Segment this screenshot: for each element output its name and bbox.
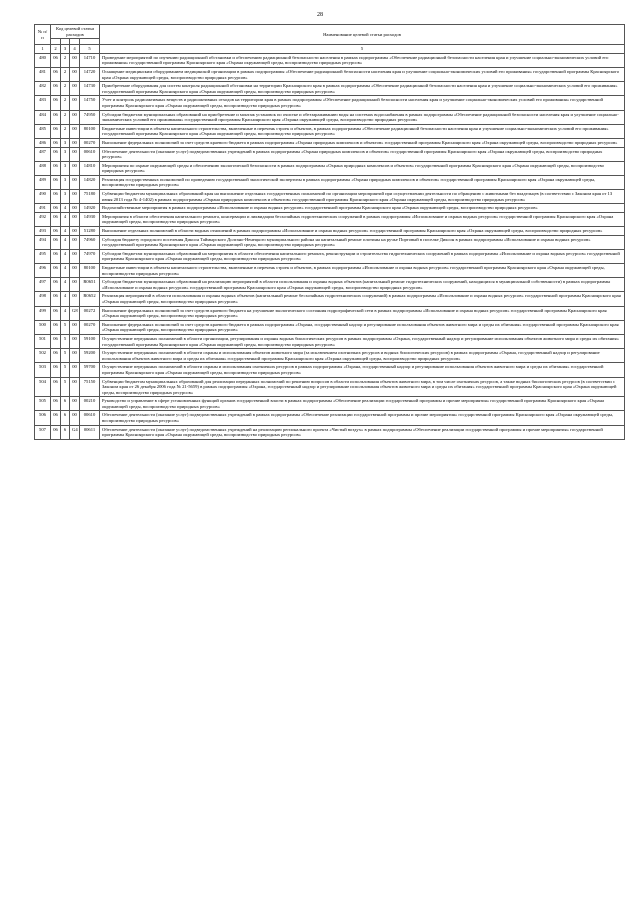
row-name: Приобретение оборудования для систем контроля радиационной обстановки на территории Красноярского края в рамках подпрограммы «Обеспечение радиационной безопасности населения края и улучшение социально-экономических условий его проживания» государственной программы Красноярского края «Охрана окружающей среды, воспроизводство природных ресурсов» (100, 82, 625, 96)
code-direction: 14930 (80, 212, 100, 226)
row-number: 496 (35, 264, 51, 278)
code-direction: 74960 (80, 235, 100, 249)
row-number: 481 (35, 67, 51, 81)
code-subprogram: 5 (61, 349, 70, 363)
table-row (35, 377, 625, 397)
code-project: 00 (70, 264, 80, 278)
code-direction: 59200 (80, 349, 100, 363)
code-project: 00 (70, 278, 80, 292)
code-program: 06 (51, 278, 61, 292)
code-subprogram: 3 (61, 175, 70, 189)
row-number: 485 (35, 124, 51, 138)
code-project: 00 (70, 147, 80, 161)
code-direction: 14810 (80, 161, 100, 175)
code-subprogram: 4 (61, 249, 70, 263)
code-program: 06 (51, 377, 61, 397)
code-subprogram: 4 (61, 204, 70, 213)
table-row (35, 411, 625, 425)
row-name: Водохозяйственные мероприятия в рамках подпрограммы «Использование и охрана водных ресурсов» государственной программы Красноярского края «Охрана окружающей среды, воспроизводство природных ресурсов» (100, 204, 625, 213)
row-number: 495 (35, 249, 51, 263)
row-name: Выполнение федеральных полномочий за счет средств краевого бюджета в рамках подпрограммы «Охрана, государственный надзор и регулирование использования объектов животного мира и среды их обитания» государственной программы Красноярского края «Охрана окружающей среды, воспроизводство природных ресурсов» (100, 320, 625, 334)
row-number: 491 (35, 204, 51, 213)
code-subprogram: 4 (61, 227, 70, 236)
row-name: Субсидия бюджету городского поселения Диксон Таймырского Долгано-Ненецкого муниципального района на капитальный ремонт плотины на ручье Портовый в поселке Диксон в рамках подпрограммы «Использование и охрана водных ресурсов» государственной программы Красноярского края «Охрана окружающей среды, воспроизводство природных ресурсов» (100, 235, 625, 249)
code-subprogram: 5 (61, 377, 70, 397)
row-number: 505 (35, 397, 51, 411)
row-name: Бюджетные инвестиции в объекты капитального строительства, включенные в перечень строек и объектов, в рамках подпрограммы «Использование и охрана водных ресурсов» государственной программы Красноярского края «Охрана окружающей среды, воспроизводство природных ресурсов» (100, 264, 625, 278)
row-name: Руководство и управление в сфере установленных функций органов государственной власти в рамках подпрограммы «Обеспечение реализации государственной программы и прочие мероприятия» государственной программы Красноярского края «Охрана окружающей среды, воспроизводство природных ресурсов» (100, 397, 625, 411)
table-row (35, 138, 625, 147)
col-number: 3 (61, 45, 70, 54)
table-row (35, 320, 625, 334)
row-number: 492 (35, 212, 51, 226)
row-name: Субсидии бюджетам муниципальных образований на реализацию мероприятий в области использования и охраны водных объектов (капитальный ремонт гидротехнических сооружений, находящихся в муниципальной собственности) в рамках подпрограммы «Использование и охрана водных ресурсов» государственной программы Красноярского края «Охрана окружающей среды, воспроизводство природных ресурсов» (100, 278, 625, 292)
code-project: G8 (70, 306, 80, 320)
code-program: 06 (51, 334, 61, 348)
code-project: 00 (70, 161, 80, 175)
table-row (35, 363, 625, 377)
code-project: 00 (70, 377, 80, 397)
code-direction: R0652 (80, 292, 100, 306)
row-number: 507 (35, 425, 51, 439)
row-name: Обеспечение деятельности (оказание услуг) подведомственных учреждений на реализацию регионального проекта «Чистый воздух» в рамках подпрограммы «Обеспечение реализации государственной программы и прочие мероприятия» государственной программы Красноярского края «Охрана окружающей среды, воспроизводство природных ресурсов» (100, 425, 625, 439)
table-row (35, 53, 625, 67)
code-subprogram: 6 (61, 397, 70, 411)
code-program: 06 (51, 110, 61, 124)
table-row (35, 264, 625, 278)
row-name: Учет и контроль радиоактивных веществ и радиоактивных отходов на территории края в рамках подпрограммы «Обеспечение радиационной безопасности населения края и улучшение социально-экономических условий его проживания» государственной программы Красноярского края «Охрана окружающей среды, воспроизводство природных ресурсов» (100, 96, 625, 110)
code-direction: 74950 (80, 110, 100, 124)
table-row (35, 147, 625, 161)
row-name: Мероприятия по охране окружающей среды и обеспечению экологической безопасности в рамках подпрограммы «Охрана природных комплексов и объектов» государственной программы Красноярского края «Охрана окружающей среды, воспроизводство природных ресурсов» (100, 161, 625, 175)
code-program: 06 (51, 82, 61, 96)
code-subprogram: 4 (61, 212, 70, 226)
code-project: 00 (70, 227, 80, 236)
column-header-name: Наименование целевой статьи расходов (100, 25, 625, 45)
code-direction: 00611 (80, 425, 100, 439)
code-program: 06 (51, 249, 61, 263)
code-project: 00 (70, 411, 80, 425)
code-project: 00 (70, 110, 80, 124)
code-project: 00 (70, 204, 80, 213)
row-name: Выполнение отдельных полномочий в области водных отношений в рамках подпрограммы «Использование и охрана водных ресурсов» государственной программы Красноярского края «Охрана окружающей среды, воспроизводство природных ресурсов» (100, 227, 625, 236)
row-number: 494 (35, 235, 51, 249)
code-project: 00 (70, 124, 80, 138)
table-row (35, 212, 625, 226)
code-program: 06 (51, 264, 61, 278)
code-direction: 74970 (80, 249, 100, 263)
table-row (35, 82, 625, 96)
row-name: Осуществление переданных полномочий в области охраны и использования охотничьих ресурсов в рамках подпрограммы «Охрана, государственный надзор и регулирование использования объектов животного мира и среды их обитания» государственной программы Красноярского края «Охрана окружающей среды, воспроизводство природных ресурсов» (100, 363, 625, 377)
code-program: 06 (51, 67, 61, 81)
code-program: 06 (51, 147, 61, 161)
row-name: Осуществление переданных полномочий в области организации, регулирования и охраны водных биологических ресурсов в рамках подпрограммы «Охрана, государственный надзор и регулирование использования объектов животного мира и среды их обитания» государственной программы Красноярского края «Охрана окружающей среды, воспроизводство природных ресурсов» (100, 334, 625, 348)
code-subprogram: 2 (61, 67, 70, 81)
code-subprogram: 2 (61, 96, 70, 110)
code-direction: 51280 (80, 227, 100, 236)
row-number: 484 (35, 110, 51, 124)
code-subprogram: 3 (61, 161, 70, 175)
code-project: G4 (70, 425, 80, 439)
code-program: 06 (51, 425, 61, 439)
code-program: 06 (51, 235, 61, 249)
row-name: Субвенции бюджетам муниципальных образований для реализации переданных полномочий по решению вопросов в области использования объектов животного мира, в том числе охотничьих ресурсов, а также водных биологических ресурсов (в соответствии с Законом края от 26 декабря 2006 года № 21-5659) в рамках подпрограммы «Охрана, государственный надзор и регулирование использования объектов животного мира и среды их обитания» государственной программы Красноярского края «Охрана окружающей среды, воспроизводство природных ресурсов» (100, 377, 625, 397)
code-subprogram: 4 (61, 264, 70, 278)
code-direction: 14820 (80, 175, 100, 189)
code-subprogram: 2 (61, 82, 70, 96)
code-project: 00 (70, 53, 80, 67)
code-project: 00 (70, 363, 80, 377)
code-project: 00 (70, 96, 80, 110)
code-subprogram: 4 (61, 235, 70, 249)
code-direction: 14920 (80, 204, 100, 213)
row-name: Субсидии бюджетам муниципальных образований на мероприятия в области обеспечения капитального ремонта, реконструкции и строительства гидротехнических сооружений в рамках подпрограммы «Использование и охрана водных ресурсов» государственной программы Красноярского края «Охрана окружающей среды, воспроизводство природных ресурсов» (100, 249, 625, 263)
col-number: 5 (100, 45, 625, 54)
row-number: 502 (35, 349, 51, 363)
code-program: 06 (51, 363, 61, 377)
code-direction: 14730 (80, 82, 100, 96)
code-direction: 80100 (80, 124, 100, 138)
row-name: Субвенции бюджетам муниципальных образований края на выполнение отдельных государственных полномочий по организации мероприятий при осуществлении деятельности по обращению с животными без владельцев (в соответствии с Законом края от 13 июня 2013 года № 4-1402) в рамках подпрограммы «Охрана природных комплексов и объектов» государственной программы Красноярского края «Охрана окружающей среды, воспроизводство природных ресурсов» (100, 190, 625, 204)
code-direction: 00610 (80, 411, 100, 425)
row-number: 489 (35, 175, 51, 189)
table-row (35, 349, 625, 363)
row-number: 490 (35, 190, 51, 204)
col-number: 4 (70, 45, 80, 54)
code-subprogram: 4 (61, 292, 70, 306)
code-project: 00 (70, 235, 80, 249)
row-number: 480 (35, 53, 51, 67)
code-project: 00 (70, 212, 80, 226)
row-number: 483 (35, 96, 51, 110)
code-project: 00 (70, 334, 80, 348)
code-subprogram: 2 (61, 124, 70, 138)
code-subprogram: 3 (61, 138, 70, 147)
code-program: 06 (51, 53, 61, 67)
code-project: 00 (70, 349, 80, 363)
code-project: 00 (70, 397, 80, 411)
code-subprogram: 4 (61, 278, 70, 292)
code-project: 00 (70, 82, 80, 96)
code-program: 06 (51, 175, 61, 189)
row-number: 482 (35, 82, 51, 96)
target-items-table (34, 24, 625, 440)
code-subprogram: 6 (61, 425, 70, 439)
row-name: Выполнение федеральных полномочий за счет средств краевого бюджета на улучшение экологического состояния гидрографической сети в рамках подпрограммы «Использование и охрана водных ресурсов» государственной программы Красноярского края «Охрана окружающей среды, воспроизводство природных ресурсов» (100, 306, 625, 320)
table-body (35, 53, 625, 439)
row-name: Субсидии бюджетам муниципальных образований на приобретение и монтаж установок по очистке и обеззараживанию воды на системах водоснабжения в рамках подпрограммы «Обеспечение радиационной безопасности населения края и улучшение социально-экономических условий его проживания» государственной программы Красноярского края «Охрана окружающей среды, воспроизводство природных ресурсов» (100, 110, 625, 124)
code-project: 00 (70, 249, 80, 263)
row-number: 497 (35, 278, 51, 292)
code-program: 06 (51, 349, 61, 363)
code-program: 06 (51, 124, 61, 138)
code-project: 00 (70, 138, 80, 147)
code-direction: 75150 (80, 377, 100, 397)
row-number: 506 (35, 411, 51, 425)
table-row (35, 425, 625, 439)
code-subprogram: 5 (61, 363, 70, 377)
table-row (35, 227, 625, 236)
row-name: Осуществление переданных полномочий в области охраны и использования объектов животного мира (за исключением охотничьих ресурсов и водных биологических ресурсов) в рамках подпрограммы «Охрана, государственный надзор и регулирование использования объектов животного мира и среды их обитания» государственной программы Красноярского края «Охрана окружающей среды, воспроизводство природных ресурсов» (100, 349, 625, 363)
table-row (35, 249, 625, 263)
code-project: 00 (70, 292, 80, 306)
code-subprogram: 2 (61, 53, 70, 67)
code-subprogram: 5 (61, 334, 70, 348)
code-project: 00 (70, 67, 80, 81)
table-row (35, 397, 625, 411)
page-number: 28 (317, 12, 323, 18)
code-program: 06 (51, 292, 61, 306)
code-direction: 14720 (80, 67, 100, 81)
row-number: 504 (35, 377, 51, 397)
code-program: 06 (51, 397, 61, 411)
code-program: 06 (51, 96, 61, 110)
table-row (35, 204, 625, 213)
code-program: 06 (51, 190, 61, 204)
table-row (35, 96, 625, 110)
code-direction: 59100 (80, 334, 100, 348)
row-number: 501 (35, 334, 51, 348)
code-project: 00 (70, 320, 80, 334)
code-direction: 00610 (80, 147, 100, 161)
row-number: 500 (35, 320, 51, 334)
row-name: Реализация мероприятий в области использования и охраны водных объектов (капитальный ремонт бесхозяйных гидротехнических сооружений) в рамках подпрограммы «Использование и охрана водных ресурсов» государственной программы Красноярского края «Охрана окружающей среды, воспроизводство природных ресурсов» (100, 292, 625, 306)
table-header-row (35, 25, 625, 39)
code-direction: 59700 (80, 363, 100, 377)
column-header-code: Код целевой статьи расходов (51, 25, 100, 39)
code-direction: 00270 (80, 138, 100, 147)
code-program: 06 (51, 306, 61, 320)
code-program: 06 (51, 212, 61, 226)
row-name: Мероприятия в области обеспечения капитального ремонта, консервации и ликвидации бесхозяйных гидротехнических сооружений в рамках подпрограммы «Использование и охрана водных ресурсов» государственной программы Красноярского края «Охрана окружающей среды, воспроизводство природных ресурсов» (100, 212, 625, 226)
code-subprogram: 3 (61, 190, 70, 204)
row-name: Обеспечение деятельности (оказание услуг) подведомственных учреждений в рамках подпрограммы «Обеспечение реализации государственной программы и прочие мероприятия» государственной программы Красноярского края «Охрана окружающей среды, воспроизводство природных ресурсов» (100, 411, 625, 425)
code-direction: 14710 (80, 53, 100, 67)
row-name: Выполнение федеральных полномочий за счет средств краевого бюджета в рамках подпрограммы «Охрана природных комплексов и объектов» государственной программы Красноярского края «Охрана окружающей среды, воспроизводство природных ресурсов» (100, 138, 625, 147)
table-row (35, 292, 625, 306)
row-number: 486 (35, 138, 51, 147)
table-row (35, 306, 625, 320)
row-number: 488 (35, 161, 51, 175)
code-subprogram: 3 (61, 147, 70, 161)
row-name: Реализация государственных полномочий по проведению государственной экологической экспертизы в рамках подпрограммы «Охрана природных комплексов и объектов» государственной программы Красноярского края «Охрана окружающей среды, воспроизводство природных ресурсов» (100, 175, 625, 189)
code-subprogram: 4 (61, 306, 70, 320)
table-row (35, 124, 625, 138)
row-name: Бюджетные инвестиции в объекты капитального строительства, включенные в перечень строек и объектов, в рамках подпрограммы «Обеспечение радиационной безопасности населения края и улучшение социально-экономических условий его проживания» государственной программы Красноярского края «Охрана окружающей среды, воспроизводство природных ресурсов» (100, 124, 625, 138)
code-direction: 14750 (80, 96, 100, 110)
code-direction: 00210 (80, 397, 100, 411)
code-program: 06 (51, 320, 61, 334)
table-row (35, 110, 625, 124)
code-program: 06 (51, 138, 61, 147)
table-row (35, 161, 625, 175)
table-row (35, 278, 625, 292)
row-number: 498 (35, 292, 51, 306)
code-subprogram: 2 (61, 110, 70, 124)
col-number: 5 (80, 45, 100, 54)
table-row (35, 235, 625, 249)
col-number: 2 (51, 45, 61, 54)
col-number: 1 (35, 45, 51, 54)
row-name: Проведение мероприятий по изучению радиационной обстановки и обеспечению радиационной безопасности населения в рамках подпрограммы «Обеспечение радиационной безопасности населения края и улучшение социально-экономических условий его проживания» государственной программы Красноярского края «Охрана окружающей среды, воспроизводство природных ресурсов» (100, 53, 625, 67)
table-row (35, 175, 625, 189)
column-header-number: № п/п (35, 25, 51, 45)
row-number: 499 (35, 306, 51, 320)
code-program: 06 (51, 204, 61, 213)
code-subprogram: 6 (61, 411, 70, 425)
row-number: 503 (35, 363, 51, 377)
table-row (35, 67, 625, 81)
row-name: Оснащение медицинским оборудованием медицинской организации в рамках подпрограммы «Обеспечение радиационной безопасности населения края и улучшение социально-экономических условий его проживания» государственной программы Красноярского края «Охрана окружающей среды, воспроизводство природных ресурсов» (100, 67, 625, 81)
table-row (35, 334, 625, 348)
code-direction: 00270 (80, 320, 100, 334)
row-number: 493 (35, 227, 51, 236)
code-direction: 00272 (80, 306, 100, 320)
code-direction: 75180 (80, 190, 100, 204)
code-program: 06 (51, 227, 61, 236)
code-project: 00 (70, 175, 80, 189)
code-subprogram: 5 (61, 320, 70, 334)
column-number-row (35, 45, 625, 54)
code-direction: R0651 (80, 278, 100, 292)
row-number: 487 (35, 147, 51, 161)
code-program: 06 (51, 161, 61, 175)
row-name: Обеспечение деятельности (оказание услуг) подведомственных учреждений в рамках подпрограммы «Охрана природных комплексов и объектов» государственной программы Красноярского края «Охрана окружающей среды, воспроизводство природных ресурсов» (100, 147, 625, 161)
code-program: 06 (51, 411, 61, 425)
code-direction: 80100 (80, 264, 100, 278)
table-row (35, 190, 625, 204)
code-project: 00 (70, 190, 80, 204)
